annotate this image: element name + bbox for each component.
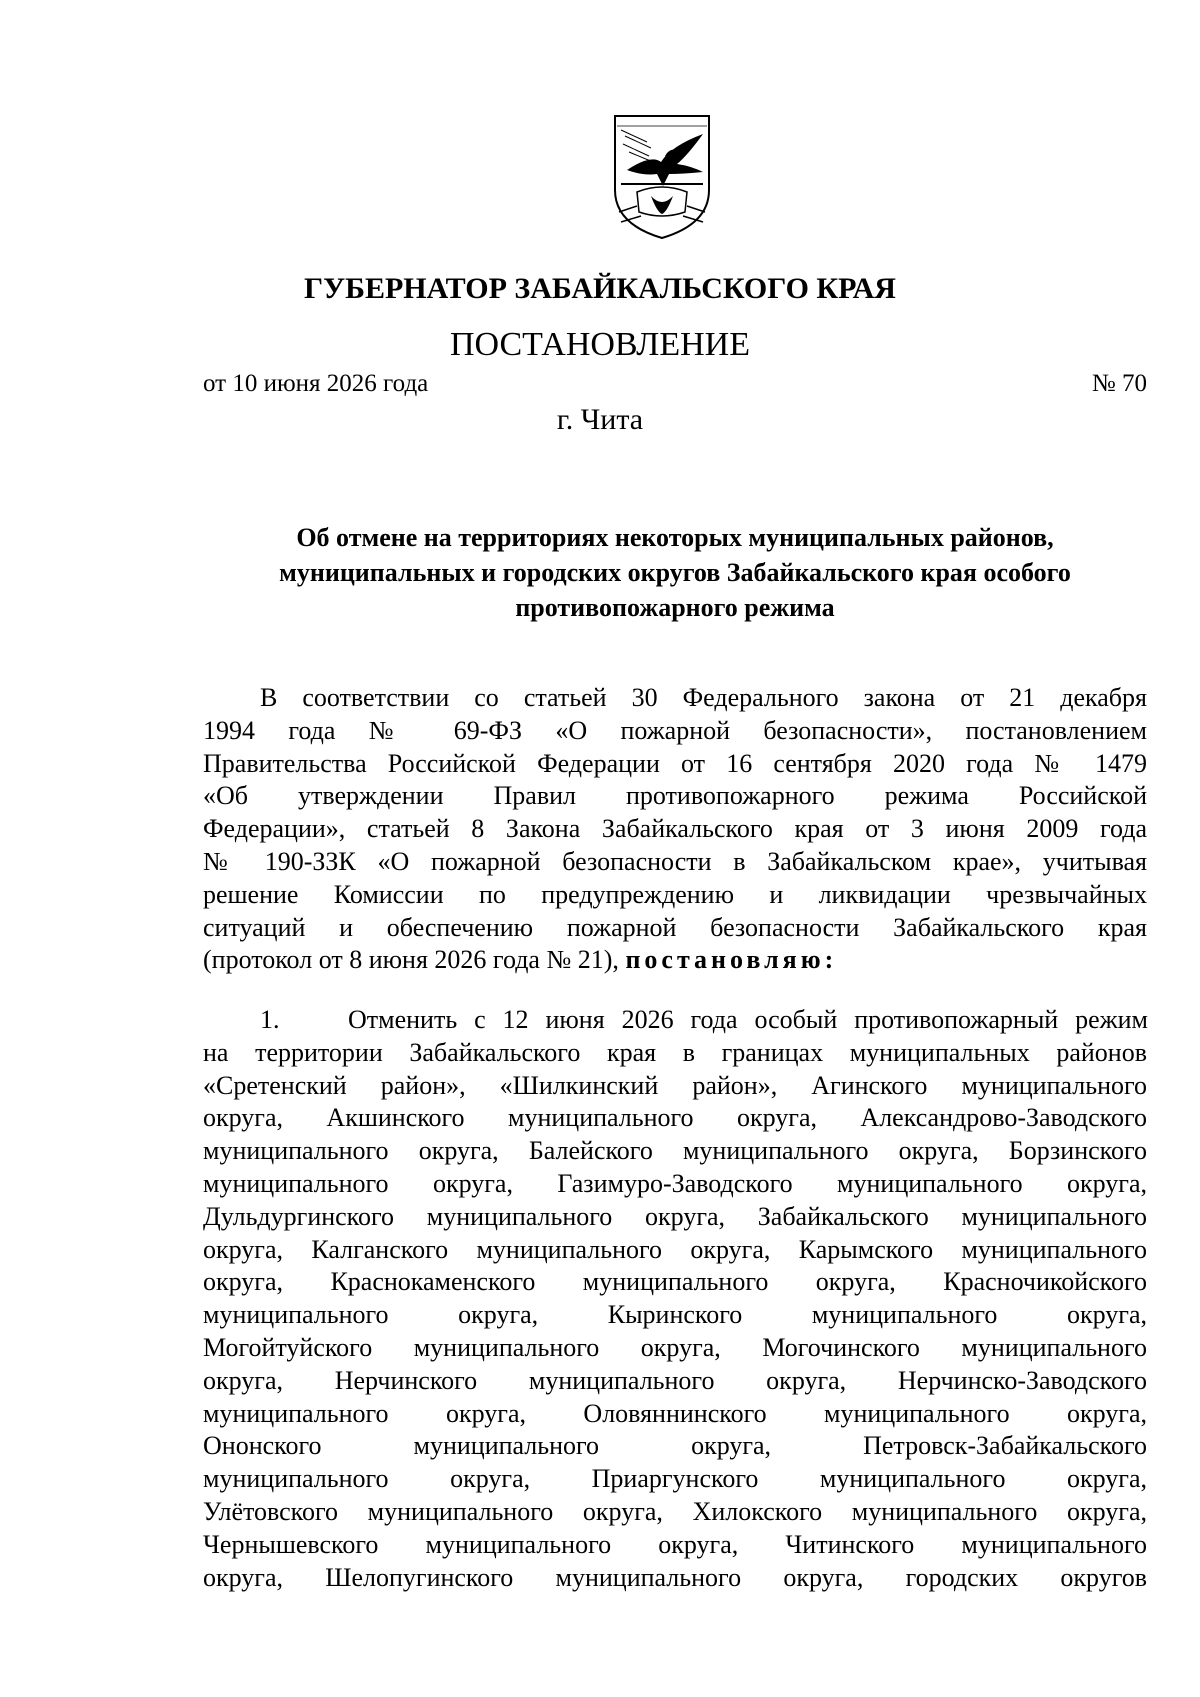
paragraph-line: Дульдургинского муниципального округа, Забайкальского муниципального [203, 1201, 1147, 1231]
paragraph-line: муниципального округа, Кыринского муниципального округа, [203, 1300, 1147, 1330]
item-number: 1. [260, 1005, 280, 1034]
document-city: г. Чита [556, 403, 644, 436]
paragraph-line: округа, Краснокаменского муниципального округа, Красночикойского [203, 1267, 1147, 1297]
document-title [203, 520, 1147, 625]
paragraph-line: Федерации», статьей 8 Закона Забайкальского края от 3 июня 2009 года [203, 814, 1147, 844]
paragraph-line: муниципального округа, Газимуро-Заводского муниципального округа, [203, 1168, 1147, 1198]
paragraph-line: муниципального округа, Балейского муниципального округа, Борзинского [203, 1136, 1147, 1166]
paragraph-line: Ононского муниципального округа, Петровск-Забайкальского [203, 1431, 1147, 1461]
paragraph-line: округа, Акшинского муниципального округа, Александрово-Заводского [203, 1103, 1147, 1133]
paragraph-line: Правительства Российской Федерации от 16 сентября 2020 года № 1479 [203, 748, 1147, 778]
paragraph-line: муниципального округа, Приаргунского муниципального округа, [203, 1464, 1147, 1494]
protocol-reference: (протокол от 8 июня 2026 года № 21), [203, 945, 626, 975]
paragraph-line: Могойтуйского муниципального округа, Могочинского муниципального [203, 1332, 1147, 1362]
paragraph-line: решение Комиссии по предупреждению и ликвидации чрезвычайных [203, 879, 1147, 909]
paragraph-line: В соответствии со статьей 30 Федерального закона от 21 декабря [260, 683, 1147, 712]
issuing-authority: ГУБЕРНАТОР ЗАБАЙКАЛЬСКОГО КРАЯ [304, 272, 896, 305]
paragraph-line [203, 1004, 1147, 1037]
paragraph-line: Чернышевского муниципального округа, Читинского муниципального [203, 1529, 1147, 1559]
document-number: № 70 [1091, 370, 1147, 397]
paragraph-line: на территории Забайкальского края в границах муниципальных районов [203, 1037, 1147, 1067]
title-line: муниципальных и городских округов Забайкальского края особого [279, 558, 1071, 587]
item-first-line: Отменить с 12 июня 2026 года особый противопожарный режим [348, 1005, 1148, 1034]
document-date: от 10 июня 2026 года [203, 370, 429, 397]
paragraph-line: «Сретенский район», «Шилкинский район», Агинского муниципального [203, 1070, 1147, 1100]
paragraph-line: 1994 года № 69-ФЗ «О пожарной безопасности», постановлением [203, 715, 1147, 745]
title-line: противопожарного режима [515, 593, 835, 622]
document-type: ПОСТАНОВЛЕНИЕ [449, 326, 751, 363]
paragraph-line [203, 944, 1147, 977]
title-line: Об отмене на территориях некоторых муниципальных районов, [296, 523, 1054, 552]
paragraph-line: муниципального округа, Оловяннинского муниципального округа, [203, 1398, 1147, 1428]
paragraph-line: № 190-ЗЗК «О пожарной безопасности в Забайкальском крае», учитывая [203, 846, 1147, 876]
item-1-paragraph [203, 1004, 1147, 1594]
paragraph-line: округа, Нерчинского муниципального округа, Нерчинско-Заводского [203, 1365, 1147, 1395]
paragraph-line: округа, Калганского муниципального округа, Карымского муниципального [203, 1234, 1147, 1264]
zabaikalsky-krai-coat-of-arms-icon [607, 112, 717, 242]
preamble-paragraph [203, 682, 1147, 977]
paragraph-line: округа, Шелопугинского муниципального округа, городских округов [203, 1562, 1147, 1592]
paragraph-line: Улётовского муниципального округа, Хилокского муниципального округа, [203, 1496, 1147, 1526]
resolve-word: постановляю: [625, 945, 838, 975]
paragraph-line: ситуаций и обеспечению пожарной безопасности Забайкальского края [203, 912, 1147, 942]
paragraph-line: «Об утверждении Правил противопожарного режима Российской [203, 781, 1147, 811]
